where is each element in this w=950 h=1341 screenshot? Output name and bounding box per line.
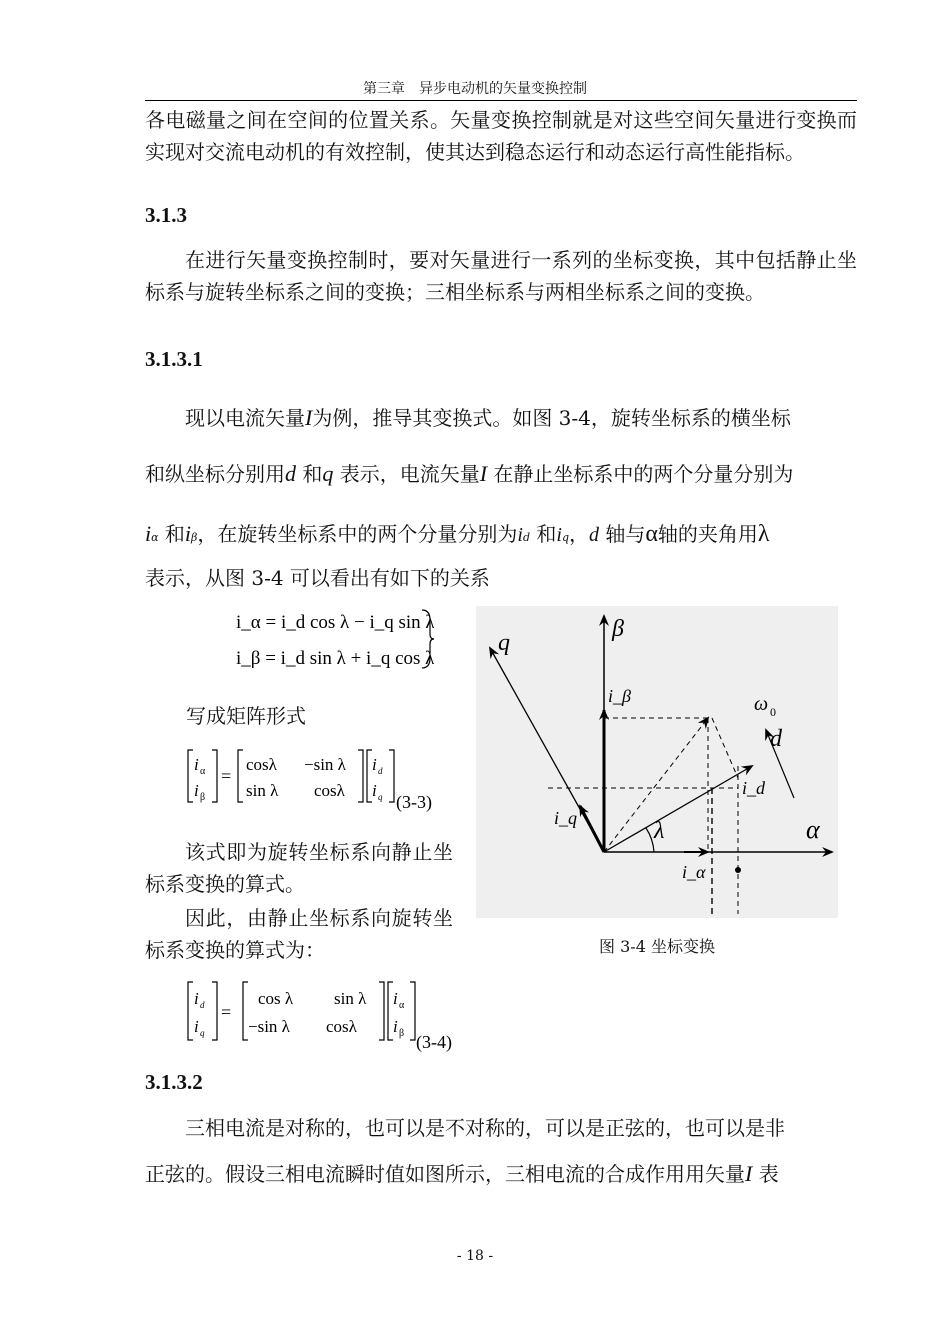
figure-coordinate-transform (476, 606, 838, 918)
label-omega-sub: 0 (770, 705, 776, 719)
matrix-equation-3-4 (186, 978, 486, 1054)
text-line-2: 和纵坐标分别用d 和q 表示，电流矢量I 在静止坐标系中的两个分量分别为 (145, 461, 794, 486)
svg-text:cosλ: cosλ (246, 755, 277, 774)
page-number: - 18 - (456, 1248, 494, 1264)
equation-system-svg (234, 606, 434, 672)
text-line-4: 表示，从图 3-4 可以看出有如下的关系 (145, 566, 490, 590)
matrix-3-4-svg (186, 978, 486, 1054)
svg-text:sin λ: sin λ (334, 989, 367, 1008)
section-heading-3-1-3-2: 3.1.3.2 (145, 1070, 203, 1094)
svg-text:q: q (378, 792, 383, 802)
symbol-d: d (285, 461, 296, 486)
running-header: 第三章 异步电动机的矢量变换控制 (363, 81, 587, 97)
text-line-3: iα 和iβ，在旋转坐标系中的两个分量分别为id 和iq，d 轴与α轴的夹角用λ (145, 521, 770, 547)
paragraph-1: 各电磁量之间在空间的位置关系。矢量变换控制就是对这些空间矢量进行变换而实现对交流电动机的有效控制，使其达到稳态运行和动态运行高性能指标。 (145, 108, 857, 164)
svg-text:cosλ: cosλ (326, 1017, 357, 1036)
svg-text:α: α (399, 1000, 405, 1011)
svg-text:i: i (194, 755, 199, 774)
text-line-1: 现以电流矢量I为例，推导其变换式。如图 3-4，旋转坐标系的横坐标 (185, 405, 791, 430)
symbol-I: I (745, 1161, 753, 1186)
section-heading-3-1-3-1: 3.1.3.1 (145, 347, 203, 371)
svg-text:i: i (372, 755, 377, 774)
label-omega: ω (754, 693, 769, 715)
svg-text:=: = (221, 766, 232, 786)
label-d-axis: d (770, 726, 782, 752)
svg-text:cosλ: cosλ (314, 781, 345, 800)
text-line-5: 三相电流是对称的，也可以是不对称的，可以是正弦的，也可以是非 (185, 1116, 785, 1140)
text-static-to-rotating: 因此，由静止坐标系向旋转坐标系变换的算式为： (145, 906, 453, 962)
svg-text:β: β (200, 792, 206, 803)
equation-2: i_β = i_d sin λ + i_q cos λ (236, 648, 434, 669)
svg-text:i: i (372, 781, 377, 800)
svg-text:β: β (399, 1028, 405, 1039)
text-write-matrix: 写成矩阵形式 (186, 704, 306, 728)
symbol-I: I (479, 461, 488, 486)
equation-1: i_α = i_d cos λ − i_q sin λ (236, 612, 434, 633)
svg-text:sin λ: sin λ (246, 781, 279, 800)
svg-text:−sin λ: −sin λ (248, 1017, 290, 1036)
svg-text:q: q (200, 1028, 205, 1038)
matrix-3-3-svg (186, 746, 456, 814)
label-i-q: i_q (554, 808, 578, 828)
svg-text:i: i (194, 781, 199, 800)
label-q-axis: q (498, 630, 510, 656)
svg-text:i: i (393, 989, 398, 1008)
svg-text:d: d (378, 766, 383, 776)
symbol-I: I (305, 405, 313, 430)
text-line-6: 正弦的。假设三相电流瞬时值如图所示，三相电流的合成作用用矢量I 表 (145, 1161, 779, 1186)
paragraph-2: 在进行矢量变换控制时，要对矢量进行一系列的坐标变换，其中包括静止坐标系与旋转坐标系之间的变换；三相坐标系与两相坐标系之间的变换。 (145, 248, 857, 304)
section-heading-3-1-3: 3.1.3 (145, 203, 187, 227)
svg-text:cos λ: cos λ (258, 989, 294, 1008)
svg-text:i: i (393, 1017, 398, 1036)
label-beta-axis: β (612, 616, 624, 642)
svg-text:i: i (194, 989, 199, 1008)
header-rule (145, 100, 857, 101)
equation-system (234, 606, 434, 672)
equation-number-3-4: (3-4) (416, 1032, 452, 1052)
symbol-q: q (322, 461, 334, 486)
equation-number-3-3: (3-3) (396, 792, 432, 812)
svg-text:=: = (221, 1002, 232, 1022)
label-lambda: λ (654, 818, 665, 844)
label-i-alpha: i_α (682, 862, 706, 882)
label-alpha-axis: α (806, 815, 820, 844)
svg-text:−sin λ: −sin λ (304, 755, 346, 774)
svg-text:i: i (194, 1017, 199, 1036)
text-rotating-to-static: 该式即为旋转坐标系向静止坐标系变换的算式。 (145, 840, 453, 896)
label-i-beta: i_β (608, 686, 631, 706)
matrix-equation-3-3 (186, 746, 456, 814)
figure-caption: 图 3-4 坐标变换 (599, 937, 715, 956)
svg-text:α: α (200, 766, 206, 777)
svg-text:d: d (200, 1000, 205, 1010)
label-i-d: i_d (742, 778, 766, 798)
figure-svg (476, 606, 838, 918)
